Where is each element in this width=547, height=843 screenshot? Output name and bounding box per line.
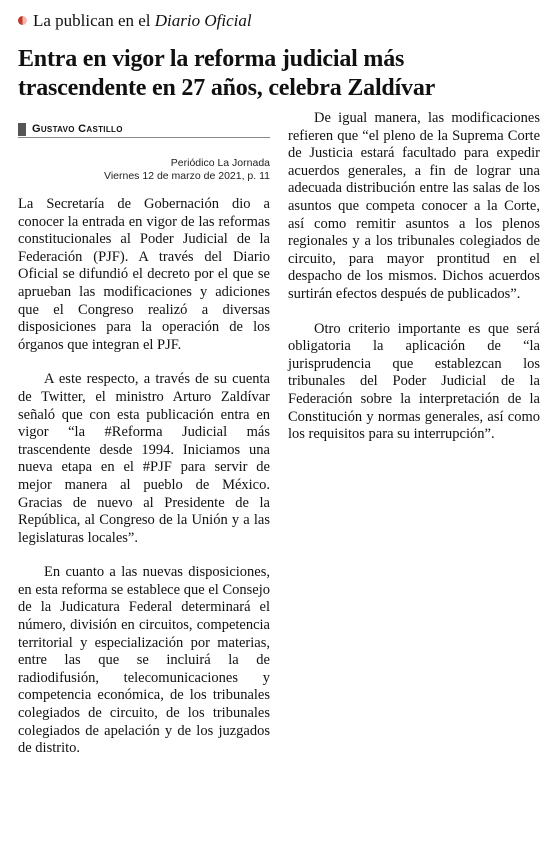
article-column-right [288, 110, 540, 461]
article-paragraph-1: La Secretaría de Gobernación dio a conocer la entrada en vigor de las reformas constitucionales al Poder Judicial de la Federación (PJF). A través del Diario Oficial se difundió el decreto por el que se aprueban las modificaciones y adiciones que el Congreso realizó a diversas disposiciones para la operación de los órganos que integran el PJF. [18, 196, 270, 353]
source-publication: Periódico La Jornada [170, 157, 270, 169]
article-headline: Entra en vigor la reforma judicial más trascendente en 27 años, celebra Zaldívar [18, 46, 436, 101]
source-info [18, 157, 270, 183]
article-paragraph-3: En cuanto a las nuevas disposiciones, en esta reforma se establece que el Consejo de la Judicatura Federal determinará el número, división en circuitos, competencia territorial y especialización por materias, entre las que se incluirá la de radiodifusión, telecomunicaciones y competencia económica, de los tribunales colegiados de circuito, de los tribunales colegiados de apelación y de los juzgados de distrito. [18, 564, 270, 757]
kicker-text: La publican en el [33, 11, 155, 30]
section-kicker [18, 10, 252, 32]
red-bullet-icon [18, 16, 27, 25]
author-byline: Gustavo Castillo [18, 122, 270, 138]
article-paragraph-4: De igual manera, las modificaciones refieren que “el pleno de la Suprema Corte de Justicia estará facultado para expedir acuerdos generales, a fin de lograr una adecuada distribución entre las salas de los asuntos que competa conocer a la Corte, así como remitir asuntos a los plenos regionales y a los tribunales colegiados de circuito, para mayor prontitud en el despacho de los mismos. Dichos acuerdos surtirán efectos después de publicados”. [288, 110, 540, 302]
article-paragraph-2: A este respecto, a través de su cuenta de Twitter, el ministro Arturo Zaldívar señaló que con esta publicación entra en vigor “la #Reforma Judicial más trascendente desde 1994. Iniciamos una nueva etapa en el #PJF para servir de mejor manera al pueblo de México. Gracias de nuevo al Presidente de la República, al Congreso de la Unión y a las legislaturas locales”. [18, 371, 270, 546]
article-paragraph-5: Otro criterio importante es que será obligatoria la aplicación de “la jurisprudencia que establezcan los tribunales del Poder Judicial de la Federación sobre la interpretación de la Constitución y normas generales, así como los requisitos para su interrupción”. [288, 320, 540, 443]
source-date: Viernes 12 de marzo de 2021, p. 11 [104, 170, 270, 182]
kicker-emphasis: Diario Oficial [154, 11, 252, 30]
article-column-left [18, 196, 270, 775]
